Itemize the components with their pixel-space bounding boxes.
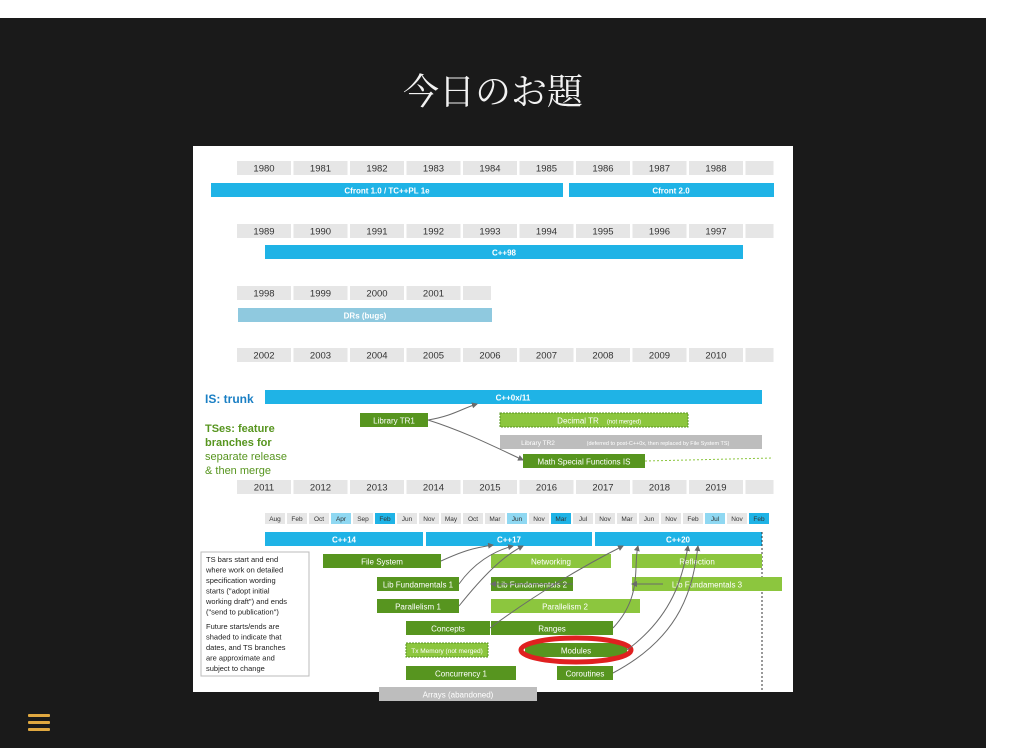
year-cell-blank <box>746 480 774 494</box>
month-label: Jun <box>401 516 413 523</box>
year-label: 2019 <box>705 482 727 494</box>
arrays-label: Arrays (abandoned) <box>422 690 494 700</box>
row-1998-2001 <box>237 286 491 300</box>
tr1-merge-arrow <box>428 404 477 420</box>
month-label: Apr <box>335 516 347 523</box>
note-line: dates, and TS branches <box>206 643 286 652</box>
year-label: 1993 <box>479 226 501 238</box>
month-label: Nov <box>423 516 435 523</box>
year-label: 2007 <box>535 350 558 362</box>
note-line: Future starts/ends are <box>206 622 280 631</box>
cfront-1-label: Cfront 1.0 / TC++PL 1e <box>344 186 430 196</box>
year-label: 1980 <box>253 163 275 175</box>
math-special-label: Math Special Functions IS <box>537 457 631 467</box>
month-label: Jul <box>578 516 588 523</box>
note-line: ("send to publication") <box>206 607 279 617</box>
year-label: 2003 <box>309 350 332 362</box>
year-cell-blank <box>746 348 774 362</box>
year-label: 2017 <box>592 482 614 494</box>
ts-label-1: TSes: feature <box>205 423 275 435</box>
year-label: 1998 <box>253 288 275 300</box>
parallelism-2-label: Parallelism 2 <box>542 602 588 612</box>
coroutines-label: Coroutines <box>565 669 605 679</box>
year-label: 2005 <box>422 350 445 362</box>
ts-label-4: & then merge <box>205 465 272 477</box>
cpp98-label: C++98 <box>491 248 517 258</box>
ts-label-3: separate release <box>205 451 287 463</box>
decimal-tr-label: Decimal TR <box>557 416 599 426</box>
row-2000s <box>237 348 774 362</box>
tx-memory-label: Tx Memory (not merged) <box>411 648 483 655</box>
month-label: Nov <box>665 516 677 523</box>
note-line: working draft") and ends <box>206 597 288 606</box>
year-label: 1987 <box>648 163 671 175</box>
slide <box>0 18 986 748</box>
month-label: Feb <box>687 516 699 523</box>
cpp20-label: C++20 <box>665 535 691 545</box>
month-label: May <box>444 516 458 523</box>
month-label: Nov <box>731 516 743 523</box>
year-label: 1982 <box>366 163 388 175</box>
month-label: Feb <box>379 516 391 523</box>
month-label: Nov <box>533 516 545 523</box>
lib-fund-3-label: Lib Fundamentals 3 <box>671 580 743 590</box>
note-line: specification wording <box>206 576 276 585</box>
month-label: Oct <box>467 516 479 523</box>
parallelism-1-label: Parallelism 1 <box>395 602 441 612</box>
row-2010s <box>237 480 774 494</box>
year-label: 2011 <box>253 482 275 494</box>
year-label: 2006 <box>479 350 501 362</box>
year-label: 1996 <box>648 226 671 238</box>
year-label: 2012 <box>309 482 332 494</box>
networking-label: Networking <box>530 557 572 567</box>
timeline-svg <box>193 146 793 700</box>
year-label: 1995 <box>592 226 614 238</box>
year-label: 1992 <box>422 226 445 238</box>
note-line: shaded to indicate that <box>206 632 282 642</box>
note-line: subject to change <box>206 664 265 673</box>
library-tr2-label: Library TR2 <box>521 440 555 447</box>
cpp14-label: C++14 <box>331 535 357 545</box>
year-label: 1999 <box>309 288 332 300</box>
year-label: 1997 <box>705 226 727 238</box>
month-label: Jun <box>511 516 523 523</box>
year-label: 1994 <box>535 226 558 238</box>
cpp0x-label: C++0x/11 <box>495 393 531 403</box>
year-label: 1986 <box>592 163 614 175</box>
year-label: 1981 <box>309 163 332 175</box>
year-label: 2008 <box>592 350 614 362</box>
month-label: Mar <box>489 516 501 523</box>
note-line: TS bars start and end <box>206 555 279 564</box>
year-label: 2001 <box>422 288 445 300</box>
year-label: 1983 <box>422 163 445 175</box>
year-label: 2010 <box>705 350 727 362</box>
year-cell-blank <box>463 286 491 300</box>
year-cell-blank <box>746 161 774 175</box>
concepts-label: Concepts <box>431 624 465 634</box>
year-label: 2018 <box>648 482 671 494</box>
concurrency-1-label: Concurrency 1 <box>434 669 488 679</box>
drs-label: DRs (bugs) <box>343 311 387 321</box>
year-label: 2014 <box>422 482 445 494</box>
month-label: Feb <box>291 516 303 523</box>
slide-title: 今日のお題 <box>402 72 583 113</box>
row-1980s <box>237 161 774 175</box>
file-system-label: File System <box>361 557 403 567</box>
year-label: 1984 <box>479 163 501 175</box>
month-label: Feb <box>753 516 765 523</box>
note-line: are approximate and <box>206 653 275 663</box>
cpp-timeline-figure <box>193 146 793 700</box>
library-tr1-label: Library TR1 <box>373 416 415 426</box>
year-label: 2015 <box>479 482 501 494</box>
reflection-label: Reflection <box>679 557 715 567</box>
cpp17-label: C++17 <box>496 535 522 545</box>
row-1990s <box>237 224 774 238</box>
year-label: 2009 <box>648 350 671 362</box>
month-label: Sep <box>357 516 369 523</box>
year-label: 1989 <box>253 226 275 238</box>
month-label: Nov <box>599 516 611 523</box>
ts-label-2: branches for <box>205 437 272 449</box>
cfront-2-label: Cfront 2.0 <box>652 186 690 196</box>
lib-fund-2-label: Lib Fundamentals 2 <box>496 580 568 590</box>
hamburger-menu-icon[interactable] <box>28 714 50 734</box>
year-label: 2002 <box>253 350 275 362</box>
month-markers <box>265 513 769 524</box>
month-label: Mar <box>555 516 567 523</box>
month-label: Jul <box>710 516 720 523</box>
year-cell-blank <box>746 224 774 238</box>
modules-label: Modules <box>560 646 592 656</box>
year-label: 1985 <box>535 163 558 175</box>
month-label: Mar <box>621 516 633 523</box>
note-line: where work on detailed <box>206 565 284 575</box>
year-label: 1990 <box>309 226 332 238</box>
note-line: starts ("adopt initial <box>206 586 270 596</box>
year-label: 2000 <box>366 288 388 300</box>
month-label: Aug <box>269 516 281 523</box>
year-label: 1991 <box>366 226 388 238</box>
year-label: 1988 <box>705 163 727 175</box>
decimal-tr-note: (not merged) <box>606 419 642 426</box>
lib-fund-1-label: Lib Fundamentals 1 <box>382 580 454 590</box>
is-trunk-label: IS: trunk <box>205 392 254 406</box>
library-tr2-note: (deferred to post-C++0x, then replaced by File System TS) <box>586 441 730 447</box>
year-label: 2016 <box>535 482 558 494</box>
math-special-dotted-line <box>645 458 773 461</box>
year-label: 2004 <box>366 350 388 362</box>
year-label: 2013 <box>366 482 388 494</box>
ranges-label: Ranges <box>538 624 566 634</box>
month-label: Oct <box>313 516 325 523</box>
month-label: Jun <box>643 516 655 523</box>
